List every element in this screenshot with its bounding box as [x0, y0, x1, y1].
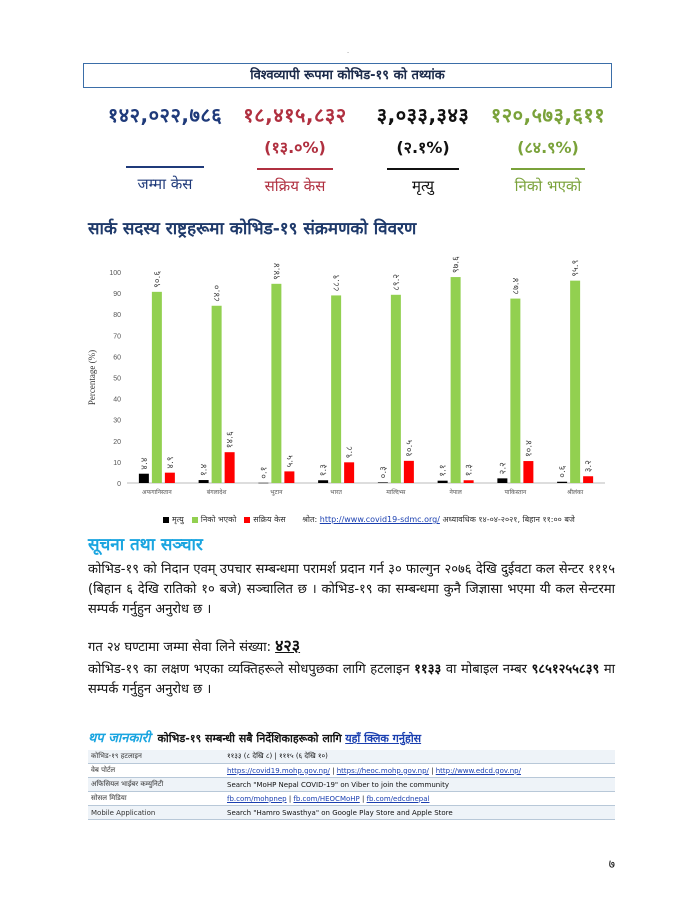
table-link[interactable]: https://heoc.mohp.gov.np/ [336, 766, 429, 775]
legend-swatch [192, 517, 198, 523]
category-label: पाकिस्तान [504, 489, 527, 496]
data-label: ४.४ [139, 457, 150, 470]
category-label: श्रीलंका [567, 489, 584, 496]
stat-underline [126, 166, 204, 168]
table-row [88, 778, 615, 792]
legend-swatch [244, 517, 250, 523]
info-table [88, 750, 615, 820]
table-row [88, 764, 615, 778]
stat-underline [387, 168, 459, 170]
more-text: कोभिड-१९ सम्बन्धी सबै निर्देशिकाहरूको लागि [157, 732, 342, 745]
stat-underline [257, 168, 333, 170]
category-label: नेपाल [449, 489, 462, 496]
bar-active [284, 471, 294, 483]
calls-label: गत २४ घण्टामा जम्मा सेवा लिने संख्या: [88, 640, 271, 655]
source-date: अध्यावधिक १४-०४-२०२१, बिहान ११:०० बजे [442, 515, 575, 524]
bar-deaths [497, 478, 507, 483]
category-label: भारत [330, 489, 342, 496]
data-label: ९५.९ [571, 259, 582, 277]
bar-recovered [331, 295, 341, 483]
section-title: सूचना तथा सञ्चार [88, 535, 203, 555]
data-label: २.२ [498, 462, 509, 475]
header-mark: - [347, 49, 350, 56]
bar-active [464, 480, 474, 483]
stat-percent [95, 136, 235, 156]
data-label: १.३ [464, 464, 475, 477]
y-tick-label: 90 [113, 291, 121, 299]
table-link[interactable]: http://www.edcd.gov.np/ [435, 766, 521, 775]
stat-label: निको भएको [514, 177, 582, 195]
data-label: १.१ [438, 464, 449, 477]
table-row [88, 792, 615, 806]
hotline-paragraph [88, 660, 615, 700]
calls-value: ४२३ [275, 636, 301, 655]
source-link[interactable]: http://www.covid19-sdmc.org/ [319, 515, 440, 524]
bar-active [404, 461, 414, 483]
mobile-number: ९८५१२५५८३९ [531, 662, 600, 677]
data-label: १.३ [319, 464, 330, 477]
bar-recovered [451, 277, 461, 483]
table-row [88, 750, 615, 764]
table-row [88, 806, 615, 820]
y-tick-label: 100 [109, 270, 121, 277]
chart-title: सार्क सदस्य राष्ट्रहरूमा कोभिड-१९ संक्रमणको विवरण [88, 219, 417, 239]
data-label: १.४ [199, 463, 210, 477]
stat-underline [511, 168, 585, 170]
data-label: ९०.६ [152, 270, 163, 288]
page-number: ७ [608, 857, 615, 871]
table-value: Search "MoHP Nepal COVID-19" on Viber to join the community [224, 778, 615, 792]
category-label: बंगलादेश [206, 489, 227, 496]
stat-value: १२०,५७३,६११ [490, 103, 606, 127]
stat-value: ३,०३३,३४३ [376, 103, 470, 127]
bar-active [165, 473, 175, 483]
y-tick-label: 50 [113, 375, 121, 383]
table-key: अफिसियल भाईबर कम्युनिटी [88, 778, 224, 792]
stat-active [225, 101, 365, 196]
stat-label: मृत्यु [411, 177, 435, 195]
data-label: ८४.० [212, 284, 223, 302]
data-label: ०.१ [259, 466, 270, 479]
bar-deaths [199, 480, 209, 483]
global-stats-banner: विश्वव्यापी रूपमा कोभिड-१९ को तथ्यांक [83, 63, 612, 88]
guidelines-link[interactable]: यहाँ क्लिक गर्नुहोस [345, 732, 422, 745]
stat-value: १४२,०२२,७८६ [107, 103, 223, 127]
data-label: ३.२ [584, 460, 595, 473]
stat-percent: (२.१%) [396, 138, 450, 157]
y-tick-label: 10 [113, 459, 121, 467]
data-label: ८९.२ [391, 273, 402, 291]
bar-active [225, 452, 235, 483]
table-link[interactable]: fb.com/edcdnepal [366, 794, 430, 803]
data-label: १०.५ [404, 439, 415, 457]
chart-legend [155, 514, 575, 525]
y-tick-label: 70 [113, 333, 121, 341]
calls-line [88, 636, 615, 658]
data-label: ८७.४ [511, 277, 522, 295]
bar-deaths [258, 483, 268, 484]
data-label: ८८.९ [332, 274, 343, 292]
bar-deaths [557, 482, 567, 483]
table-link[interactable]: fb.com/HEOCMoHP [293, 794, 360, 803]
data-label: ४.९ [165, 456, 176, 469]
table-key: Mobile Application [88, 806, 224, 820]
hotline-number: ११३३ [414, 662, 442, 677]
stat-value: १८,४१५,८३२ [243, 103, 347, 127]
data-label: ०.६ [558, 465, 569, 478]
y-tick-label: 60 [113, 354, 121, 362]
bar-recovered [570, 281, 580, 483]
y-tick-label: 20 [113, 438, 121, 446]
stat-deaths [353, 101, 493, 196]
bar-deaths [378, 482, 388, 483]
stat-percent: (१३.०%) [264, 138, 326, 157]
category-label: अफगानिस्तान [142, 489, 172, 496]
bar-deaths [318, 480, 328, 483]
bar-recovered [391, 295, 401, 483]
source-label: श्रोत: [302, 515, 318, 524]
bar-recovered [152, 292, 162, 483]
bar-active [523, 461, 533, 483]
table-key: सोसल मिडिया [88, 792, 224, 806]
more-heading: थप जानकारी [88, 731, 151, 746]
table-key: वेब पोर्टल [88, 764, 224, 778]
data-label: ०.३ [378, 466, 389, 479]
stat-label: सक्रिय केस [264, 177, 326, 195]
data-label: ९.८ [345, 446, 356, 459]
hotline-text-a: कोभिड-१९ का लक्षण भएका व्यक्तिहरूले सोधपुछका लागि हटलाइन [88, 662, 410, 677]
legend-label: मृत्यु [172, 515, 184, 524]
bar-recovered [212, 306, 222, 483]
legend-swatch [163, 517, 169, 523]
legend-label: निको भएको [200, 515, 237, 524]
category-label: भुटान [270, 489, 283, 496]
stat-percent: (८४.९%) [517, 138, 579, 157]
data-label: ५.५ [285, 455, 296, 468]
table-value: https://covid19.mohp.gov.np/ | https://heoc.mohp.gov.np/ | http://www.edcd.gov.np/ [224, 764, 615, 778]
stat-total [95, 101, 235, 194]
hotline-text-b: वा मोबाइल नम्बर [445, 662, 527, 677]
table-link[interactable]: fb.com/mohpnep [227, 794, 287, 803]
data-label: ९४.४ [272, 262, 283, 280]
y-tick-label: 0 [117, 481, 121, 488]
saarc-chart [85, 248, 615, 513]
bar-active [583, 476, 593, 483]
bar-recovered [510, 299, 520, 483]
more-info-line [88, 728, 421, 746]
bar-deaths [139, 474, 149, 483]
y-tick-label: 30 [113, 417, 121, 425]
stat-recovered [478, 101, 618, 196]
table-key: कोभिड-१९ हटलाइन [88, 750, 224, 764]
hotline-text-c: मा सम्पर्क गर्नुहुन अनुरोध छ । [88, 662, 615, 697]
table-link[interactable]: https://covid19.mohp.gov.np/ [227, 766, 330, 775]
table-value: ११३३ (८ देखि ८) | १११५ (६ देखि १०) [224, 750, 615, 764]
stat-label: जम्मा केस [137, 175, 193, 193]
bar-active [344, 462, 354, 483]
data-label: १०.४ [524, 440, 535, 458]
y-axis-label: Percentage (%) [87, 349, 97, 406]
data-label: ९७.६ [451, 256, 462, 274]
legend-label: सक्रिय केस [253, 515, 286, 524]
bar-deaths [438, 481, 448, 483]
data-label: १४.६ [225, 431, 236, 449]
table-value: fb.com/mohpnep | fb.com/HEOCMoHP | fb.com/edcdnepal [224, 792, 615, 806]
y-tick-label: 40 [113, 396, 121, 404]
bar-recovered [271, 284, 281, 483]
table-value: Search "Hamro Swasthya" on Google Play Store and Apple Store [224, 806, 615, 820]
y-tick-label: 80 [113, 312, 121, 320]
category-label: माल्दिभ्स [386, 489, 406, 496]
callcenter-paragraph: कोभिड-१९ को निदान एवम् उपचार सम्बन्धमा परामर्श प्रदान गर्न ३० फाल्गुन २०७६ देखि दुईवटा कल सेन्टर १११५ (बिहान ६ देखि रातिको १० बजे) सञ्चालित छ । कोभिड-१९ का सम्बन्धमा कुनै जिज्ञासा भएमा यी कल सेन्टरमा सम्पर्क गर्नुहुन अनुरोध छ । [88, 562, 615, 617]
